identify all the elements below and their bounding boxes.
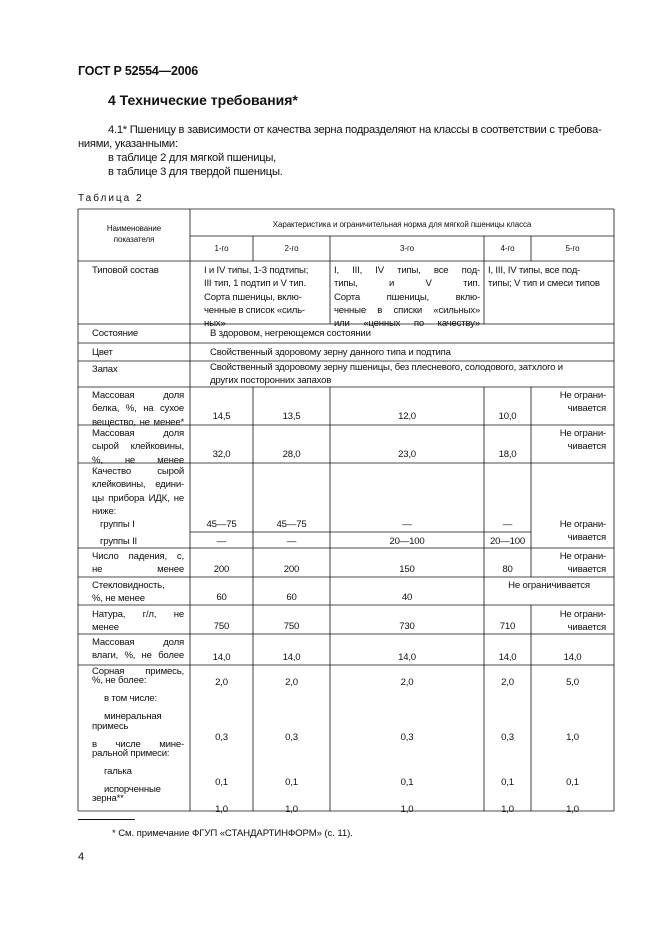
cell-line: 200 — [213, 564, 230, 575]
cell-line: 1,0 — [566, 804, 579, 815]
cell-line: 10,0 — [498, 411, 517, 422]
row-name-natura — [78, 608, 190, 635]
cell-line: сырой клейковины, — [92, 441, 184, 453]
cell-line: чивается — [567, 564, 606, 576]
cell-line — [484, 742, 531, 751]
cell-line: 0,1 — [400, 777, 414, 789]
cell-line — [531, 760, 614, 769]
cell-line: 32,0 — [212, 449, 231, 460]
cell-line: испорченные — [104, 784, 161, 796]
cell-line: типы, и V тип. — [334, 278, 480, 290]
cell-line: 2,0 — [215, 678, 228, 688]
cell-line — [330, 742, 484, 751]
cell-line — [190, 742, 253, 751]
cell-line — [531, 751, 614, 760]
quality-g2-class-3 — [330, 535, 484, 548]
cell-line: Типовой состав — [92, 265, 159, 276]
cell-line: Цвет — [92, 347, 113, 358]
cell-line — [190, 687, 253, 696]
cell-line — [484, 760, 531, 769]
cell-line: — — [216, 536, 227, 547]
cell-line — [484, 751, 531, 760]
cell-line: 0,1 — [501, 777, 514, 789]
cell-line: 1,0 — [400, 804, 414, 815]
cell-line — [190, 787, 253, 796]
cell-line: Массовая доля — [92, 428, 184, 439]
cell-line — [253, 751, 330, 760]
cell-line: %, не более: — [92, 675, 147, 687]
cell-line — [253, 687, 330, 696]
protein-class-1 — [190, 410, 253, 423]
cell-line: чивается — [567, 441, 606, 453]
cell-line — [253, 742, 330, 751]
cell-line: 5-го — [565, 244, 580, 253]
row-name-state — [78, 327, 190, 340]
cell-line: 14,0 — [212, 652, 231, 663]
cell-line: зерна** — [92, 793, 124, 804]
cell-line: не менее — [92, 564, 184, 576]
cell-line: показателя — [113, 235, 155, 244]
paragraph-line: в таблице 3 для твердой пшеницы. — [108, 166, 283, 178]
cell-line: 0,3 — [215, 731, 228, 743]
cell-line: ниже: — [92, 505, 117, 517]
cell-line: — — [286, 536, 297, 547]
cell-line: I, III, IV типы, все под- — [488, 265, 581, 276]
cell-line: Качество сырой — [92, 466, 184, 477]
cell-line: Свойственный здоровому зерну пшеницы, без плесневого, солодового, затхлого и — [210, 362, 563, 373]
page-number: 4 — [78, 851, 85, 863]
paragraph-line: в таблице 2 для мягкой пшеницы, — [108, 152, 277, 164]
falling-number-class-5 — [531, 550, 614, 577]
cell-line: Состояние — [92, 328, 139, 339]
cell-line: 0,1 — [215, 777, 228, 789]
cell-line: 40 — [401, 592, 413, 603]
cell-line: 18,0 — [498, 449, 517, 460]
cell-line: группы II — [100, 536, 138, 547]
row-name-falling-number — [78, 550, 190, 577]
row-name-smell — [78, 363, 190, 376]
cell-line — [190, 714, 253, 723]
cell-line: Число падения, с, — [92, 551, 184, 562]
cell-line — [531, 696, 614, 705]
cell-line: 60 — [286, 592, 297, 603]
quality-g1-class-1 — [190, 518, 253, 531]
cell-line — [330, 751, 484, 760]
cell-line: Свойственный здоровому зерну данного типа и подтипа — [210, 347, 451, 358]
cell-line: чивается — [567, 403, 606, 415]
vitreous-class-3 — [330, 591, 484, 604]
cell-line — [190, 696, 253, 705]
cell-line: Не ограни- — [559, 609, 606, 620]
protein-class-2 — [253, 410, 330, 423]
cell-line: Не ограни- — [559, 519, 606, 530]
cell-line: 730 — [399, 621, 415, 632]
cell-line — [253, 705, 330, 714]
cell-line: 1-го — [214, 244, 229, 253]
natura-class-3 — [330, 620, 484, 633]
cell-line: Характеристика и ограничительная норма для мягкой пшеницы класса — [272, 220, 532, 229]
row-name-moisture — [78, 636, 190, 663]
cell-line: Наименование — [106, 224, 162, 233]
weed-class-1 — [190, 678, 253, 814]
cell-line: 45—75 — [206, 519, 237, 530]
quality-class-5 — [531, 518, 614, 545]
cell-line: В здоровом, негреющемся состоянии — [210, 328, 371, 339]
cell-line — [253, 760, 330, 769]
cell-line: Запах — [92, 364, 118, 375]
cell-line — [531, 687, 614, 696]
cell-line — [531, 714, 614, 723]
cell-line: влаги, %, не более — [92, 650, 184, 662]
cell-line: менее — [92, 622, 119, 634]
moisture-class-1 — [190, 651, 253, 664]
cell-line: 60 — [216, 592, 227, 603]
cell-line — [190, 760, 253, 769]
weed-class-4 — [484, 678, 531, 814]
header-indicator-name — [78, 222, 190, 244]
cell-line: 750 — [213, 621, 230, 632]
cell-line — [484, 705, 531, 714]
quality-g1-class-3 — [330, 518, 484, 531]
cell-line: Не ограни- — [559, 551, 606, 562]
cell-line: 28,0 — [282, 449, 301, 460]
cell-line: цы прибора ИДК, не — [92, 492, 184, 504]
cell-line: 710 — [499, 621, 516, 632]
cell-line: — — [502, 519, 513, 530]
protein-class-3 — [330, 410, 484, 423]
footnote: * См. примечание ФГУП «СТАНДАРТИНФОРМ» (с. 11). — [112, 828, 353, 839]
cell-line: 0,3 — [501, 731, 514, 743]
cell-line — [330, 787, 484, 796]
cell-line: %, не менее — [92, 454, 184, 466]
cell-line: 14,0 — [563, 652, 582, 663]
cell-line: ных» — [204, 318, 226, 330]
quality-g1-class-2 — [253, 518, 330, 531]
natura-class-1 — [190, 620, 253, 633]
cell-line: 0,1 — [566, 777, 579, 789]
cell-line: Стекловидность, — [92, 580, 165, 591]
cell-line: 2,0 — [285, 678, 298, 688]
cell-line: 1,0 — [215, 804, 228, 815]
section-title: 4 Технические требования* — [108, 92, 298, 108]
weed-class-3 — [330, 678, 484, 814]
moisture-class-5 — [531, 651, 614, 664]
cell-line — [330, 760, 484, 769]
color-value — [190, 346, 614, 359]
vitreous-class-1 — [190, 591, 253, 604]
cell-line: 14,0 — [398, 652, 416, 663]
quality-group-2-label — [78, 535, 190, 548]
cell-line: вещество, не менее* — [92, 416, 184, 428]
cell-line — [253, 787, 330, 796]
table-caption: Таблица 2 — [78, 193, 144, 204]
cell-line — [484, 714, 531, 723]
cell-line: 2,0 — [501, 678, 514, 688]
cell-line: I, III, IV типы, все под- — [334, 265, 480, 276]
cell-line: Не ограни- — [559, 390, 606, 401]
header-class-1 — [190, 243, 253, 254]
cell-line: 14,0 — [498, 652, 517, 663]
natura-class-4 — [484, 620, 531, 633]
gluten-class-4 — [484, 448, 531, 461]
cell-line: 150 — [399, 564, 415, 575]
cell-line — [190, 705, 253, 714]
row-name-color — [78, 346, 190, 359]
cell-line: I и IV типы, 1-3 подтипы; — [204, 265, 309, 276]
cell-line: — — [402, 519, 412, 530]
cell-line: 2-го — [284, 244, 299, 253]
cell-line — [330, 714, 484, 723]
smell-value — [190, 361, 614, 388]
cell-line — [484, 687, 531, 696]
cell-line: Натура, г/л, не — [92, 609, 184, 620]
cell-line: Не ограни- — [559, 428, 606, 439]
vitreous-classes-4-5 — [484, 579, 614, 592]
cell-line: 0,1 — [285, 777, 298, 789]
cell-line: чивается — [567, 532, 606, 544]
cell-line: примесь — [92, 720, 129, 732]
cell-line: 12,0 — [398, 411, 416, 422]
cell-line: чивается — [567, 622, 606, 634]
falling-number-class-3 — [330, 563, 484, 576]
gluten-class-2 — [253, 448, 330, 461]
cell-line: 1,0 — [566, 731, 579, 743]
natura-class-5 — [531, 608, 614, 635]
cell-line: III тип, 1 подтип и V тип. — [204, 278, 306, 290]
cell-line: клейковины, едини- — [92, 479, 184, 491]
row-name-weed-impurity — [78, 667, 190, 803]
gluten-class-5 — [531, 427, 614, 454]
cell-line — [531, 742, 614, 751]
cell-line: 14,5 — [212, 411, 231, 422]
paragraph-line: 4.1* Пшеницу в зависимости от качества зерна подразделяют на классы в соответствии с требова- — [108, 124, 602, 136]
quality-g2-class-2 — [253, 535, 330, 548]
cell-line: Массовая доля — [92, 390, 184, 401]
cell-line: Не ограничивается — [508, 580, 590, 591]
state-value — [190, 327, 614, 340]
gluten-class-1 — [190, 448, 253, 461]
cell-line: типы; V тип и смеси типов — [488, 278, 600, 290]
cell-line: в том числе: — [104, 693, 157, 705]
moisture-class-2 — [253, 651, 330, 664]
header-class-4 — [484, 243, 531, 254]
cell-line — [190, 751, 253, 760]
cell-line: белка, %, на сухое — [92, 403, 184, 415]
header-class-2 — [253, 243, 330, 254]
cell-line: 80 — [502, 564, 513, 575]
protein-class-5 — [531, 389, 614, 416]
cell-line: 0,3 — [285, 731, 298, 743]
cell-line: группы I — [100, 519, 135, 530]
row-name-protein — [78, 389, 190, 429]
cell-line: минеральная — [104, 711, 162, 723]
header-class-5 — [531, 243, 614, 254]
quality-g2-class-4 — [484, 535, 531, 548]
falling-number-class-1 — [190, 563, 253, 576]
vitreous-class-2 — [253, 591, 330, 604]
cell-line: или «ценных по качеству» — [334, 318, 480, 330]
cell-line: других посторонних запахов — [210, 375, 332, 387]
header-class-3 — [330, 243, 484, 254]
moisture-class-3 — [330, 651, 484, 664]
row-name-type — [78, 264, 190, 277]
quality-g2-class-1 — [190, 535, 253, 548]
cell-line — [330, 687, 484, 696]
cell-line — [484, 787, 531, 796]
cell-line: %, не менее — [92, 593, 145, 605]
cell-line: в числе мине- — [92, 738, 184, 750]
cell-line: 200 — [283, 564, 300, 575]
natura-class-2 — [253, 620, 330, 633]
cell-line: 45—75 — [276, 519, 307, 530]
quality-g1-class-4 — [484, 518, 531, 531]
cell-line: 1,0 — [501, 804, 514, 815]
weed-class-2 — [253, 678, 330, 814]
cell-line — [531, 787, 614, 796]
moisture-class-4 — [484, 651, 531, 664]
type-classes-1-2 — [190, 264, 330, 330]
gluten-class-3 — [330, 448, 484, 461]
weed-class-5 — [531, 678, 614, 814]
type-class-3 — [330, 264, 484, 330]
cell-line: ченные в списки «сильных» — [334, 304, 480, 316]
cell-line: 3-го — [400, 244, 414, 253]
paragraph-line: ниями, указанными: — [78, 138, 178, 150]
row-name-gluten — [78, 427, 190, 467]
cell-line: 13,5 — [282, 411, 301, 422]
cell-line — [531, 705, 614, 714]
cell-line: 23,0 — [398, 449, 416, 460]
falling-number-class-2 — [253, 563, 330, 576]
cell-line: 5,0 — [566, 678, 579, 688]
cell-line — [253, 714, 330, 723]
cell-line: 750 — [283, 621, 300, 632]
footnote-rule — [78, 819, 135, 820]
cell-line: ральной примеси: — [92, 747, 170, 759]
cell-line: Массовая доля — [92, 637, 184, 648]
cell-line: 20—100 — [389, 536, 425, 547]
cell-line: ченные в список «силь- — [204, 304, 305, 316]
row-name-gluten-quality — [78, 465, 190, 518]
cell-line: 4-го — [500, 244, 515, 253]
falling-number-class-4 — [484, 563, 531, 576]
cell-line — [330, 705, 484, 714]
row-name-vitreous — [78, 579, 190, 606]
document-id: ГОСТ Р 52554—2006 — [78, 64, 198, 78]
cell-line — [330, 696, 484, 705]
cell-line — [484, 696, 531, 705]
cell-line: 20—100 — [489, 536, 526, 547]
protein-class-4 — [484, 410, 531, 423]
header-class-characteristic — [190, 219, 614, 230]
quality-group-1-label — [78, 518, 190, 531]
cell-line: Сорта пшеницы, вклю- — [334, 291, 480, 303]
cell-line: 0,3 — [400, 731, 414, 743]
type-classes-4-5 — [484, 264, 614, 291]
cell-line — [253, 696, 330, 705]
cell-line: Сорная примесь, — [92, 667, 184, 677]
cell-line: 14,0 — [282, 652, 301, 663]
cell-line: 2,0 — [400, 678, 414, 688]
cell-line: галька — [104, 766, 132, 778]
cell-line: 1,0 — [285, 804, 298, 815]
cell-line: Сорта пшеницы, вклю- — [204, 291, 302, 303]
